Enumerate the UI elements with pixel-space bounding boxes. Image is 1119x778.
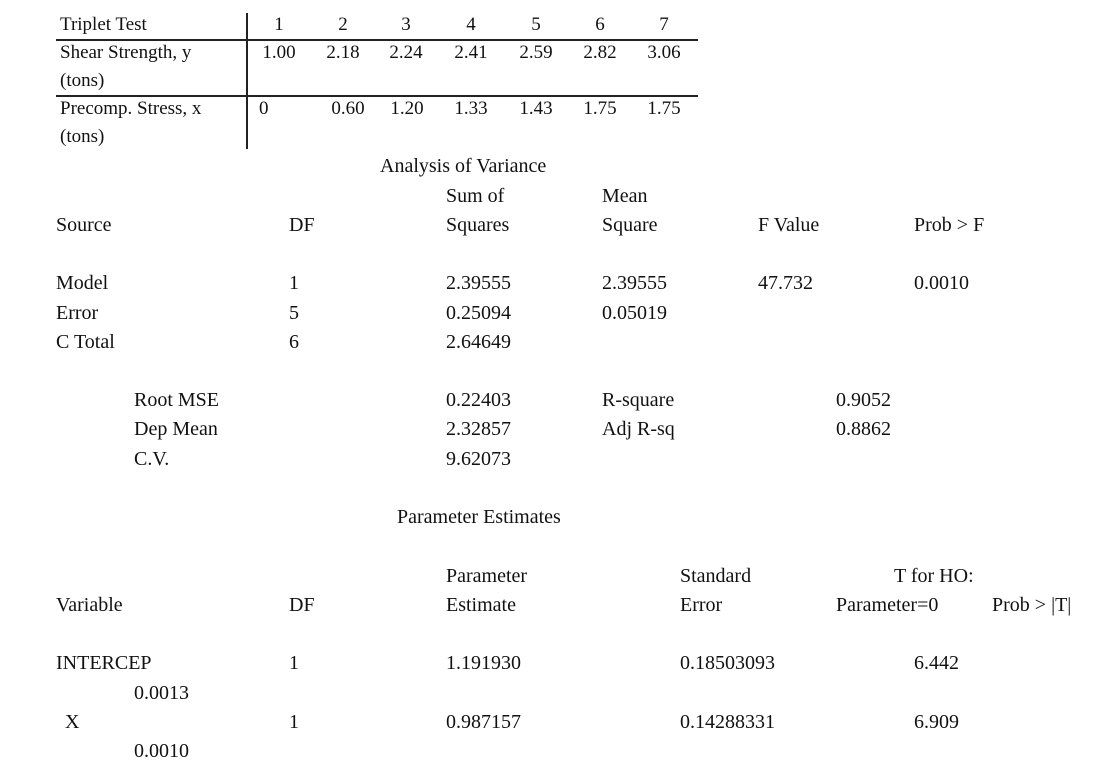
stress-value: 1.43 bbox=[519, 98, 553, 119]
shear-value: 2.59 bbox=[519, 42, 553, 63]
stress-value: 1.75 bbox=[647, 98, 681, 119]
header-prob-f: Prob > F bbox=[914, 214, 985, 236]
header-standard: Standard bbox=[680, 565, 752, 587]
anova-source: C Total bbox=[56, 331, 115, 353]
table-divider-vertical bbox=[246, 13, 248, 149]
test-number: 2 bbox=[338, 14, 348, 35]
shear-value: 3.06 bbox=[647, 42, 681, 63]
anova-ss: 2.39555 bbox=[446, 272, 511, 294]
params-title: Parameter Estimates bbox=[397, 506, 561, 528]
adj-r-sq-value: 0.8862 bbox=[836, 418, 891, 440]
header-prob-t: Prob > |T| bbox=[992, 594, 1072, 616]
header-mean: Mean bbox=[602, 185, 648, 207]
cv-label: C.V. bbox=[134, 448, 170, 470]
param-variable: X bbox=[65, 711, 80, 733]
anova-p: 0.0010 bbox=[914, 272, 969, 294]
param-df: 1 bbox=[289, 652, 299, 674]
param-std-error: 0.18503093 bbox=[680, 652, 775, 674]
precomp-stress-label: Precomp. Stress, x bbox=[60, 98, 202, 119]
table-divider-horizontal bbox=[56, 39, 698, 41]
anova-source: Error bbox=[56, 302, 99, 324]
test-number: 6 bbox=[595, 14, 605, 35]
root-mse-value: 0.22403 bbox=[446, 389, 511, 411]
header-square: Square bbox=[602, 214, 658, 236]
stress-value: 1.20 bbox=[390, 98, 424, 119]
param-estimate: 0.987157 bbox=[446, 711, 521, 733]
test-number: 5 bbox=[531, 14, 541, 35]
anova-ss: 2.64649 bbox=[446, 331, 511, 353]
table-divider-horizontal bbox=[56, 95, 698, 97]
header-error: Error bbox=[680, 594, 723, 616]
param-df: 1 bbox=[289, 711, 299, 733]
anova-ss: 0.25094 bbox=[446, 302, 511, 324]
test-number: 4 bbox=[466, 14, 476, 35]
adj-r-sq-label: Adj R-sq bbox=[602, 418, 675, 440]
header-t-for-ho: T for HO: bbox=[894, 565, 974, 587]
shear-value: 2.18 bbox=[326, 42, 360, 63]
header-variable: Variable bbox=[56, 594, 123, 616]
header-parameter-zero: Parameter=0 bbox=[836, 594, 939, 616]
test-number: 1 bbox=[274, 14, 284, 35]
param-t-value: 6.909 bbox=[914, 711, 959, 733]
header-source: Source bbox=[56, 214, 112, 236]
triplet-header-label: Triplet Test bbox=[60, 14, 147, 35]
shear-strength-label: Shear Strength, y bbox=[60, 42, 192, 63]
dep-mean-label: Dep Mean bbox=[134, 418, 218, 440]
param-variable: INTERCEP bbox=[56, 652, 152, 674]
param-prob-t: 0.0013 bbox=[134, 682, 189, 704]
param-prob-t: 0.0010 bbox=[134, 740, 189, 762]
test-number: 7 bbox=[659, 14, 669, 35]
shear-strength-unit: (tons) bbox=[60, 70, 105, 91]
header-df: DF bbox=[289, 594, 315, 616]
stress-value: 0 bbox=[259, 98, 269, 119]
anova-df: 6 bbox=[289, 331, 299, 353]
anova-ms: 0.05019 bbox=[602, 302, 667, 324]
stress-value: 1.75 bbox=[583, 98, 617, 119]
stress-value: 1.33 bbox=[454, 98, 488, 119]
shear-value: 2.41 bbox=[454, 42, 488, 63]
anova-source: Model bbox=[56, 272, 109, 294]
anova-ms: 2.39555 bbox=[602, 272, 667, 294]
cv-value: 9.62073 bbox=[446, 448, 511, 470]
dep-mean-value: 2.32857 bbox=[446, 418, 511, 440]
param-t-value: 6.442 bbox=[914, 652, 959, 674]
precomp-stress-unit: (tons) bbox=[60, 126, 105, 147]
anova-df: 1 bbox=[289, 272, 299, 294]
r-square-value: 0.9052 bbox=[836, 389, 891, 411]
header-squares: Squares bbox=[446, 214, 510, 236]
anova-df: 5 bbox=[289, 302, 299, 324]
shear-value: 2.24 bbox=[389, 42, 423, 63]
anova-f: 47.732 bbox=[758, 272, 813, 294]
test-number: 3 bbox=[401, 14, 411, 35]
header-parameter: Parameter bbox=[446, 565, 528, 587]
anova-title: Analysis of Variance bbox=[380, 155, 547, 177]
header-f-value: F Value bbox=[758, 214, 820, 236]
header-df: DF bbox=[289, 214, 315, 236]
shear-value: 2.82 bbox=[583, 42, 617, 63]
root-mse-label: Root MSE bbox=[134, 389, 220, 411]
header-estimate: Estimate bbox=[446, 594, 516, 616]
r-square-label: R-square bbox=[602, 389, 675, 411]
shear-value: 1.00 bbox=[262, 42, 296, 63]
header-sum-of: Sum of bbox=[446, 185, 505, 207]
param-std-error: 0.14288331 bbox=[680, 711, 775, 733]
stress-value: 0.60 bbox=[331, 98, 365, 119]
param-estimate: 1.191930 bbox=[446, 652, 521, 674]
